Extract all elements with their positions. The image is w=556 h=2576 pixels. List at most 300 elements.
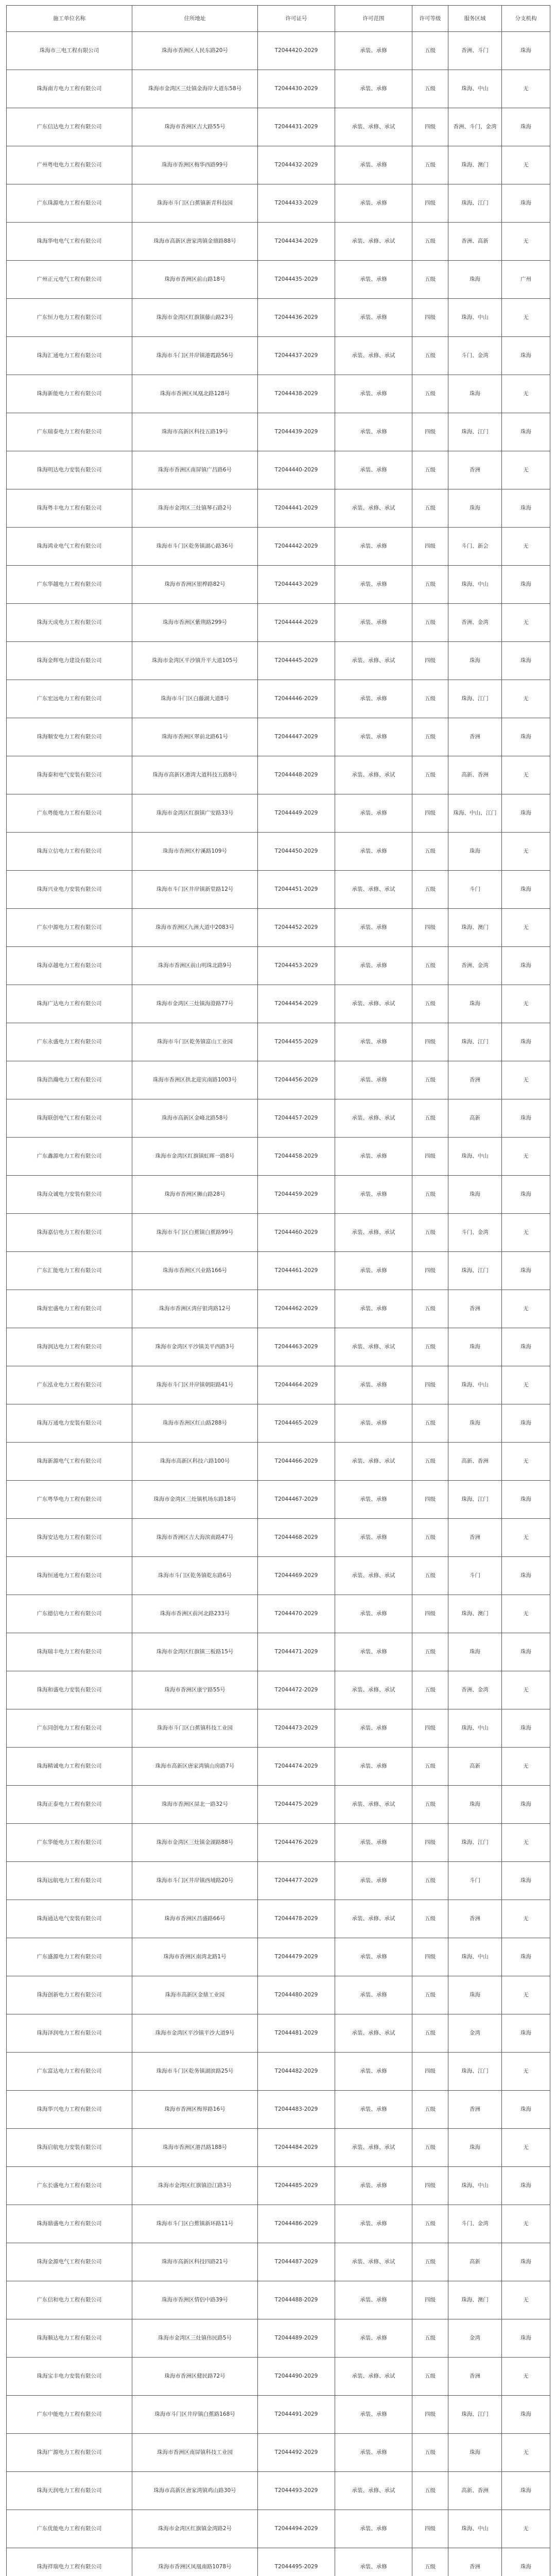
table-row (7, 642, 550, 680)
cell-level: 四级 (412, 1938, 448, 1976)
cell-scope: 承装、承修 (335, 1976, 412, 2014)
cell-license-no: T2044441-2029 (258, 489, 335, 528)
table-row (7, 2472, 550, 2510)
cell-service-area: 香洲 (448, 2358, 502, 2396)
cell-address: 珠海市斗门区井岸镇港霞路56号 (132, 337, 258, 375)
cell-address: 珠海市高新区金鼎工业园 (132, 1976, 258, 2014)
cell-scope: 承装、承修 (335, 146, 412, 184)
cell-license-no: T2044472-2029 (258, 1671, 335, 1709)
cell-branch: 珠海 (502, 413, 550, 451)
cell-scope: 承装、承修、承试 (335, 1328, 412, 1366)
cell-company: 广东粤华电力工程有限公司 (7, 1481, 132, 1519)
cell-address: 珠海市香洲区兴业路166号 (132, 1252, 258, 1290)
cell-scope: 承装、承修 (335, 1404, 412, 1443)
cell-scope: 承装、承修、承试 (335, 223, 412, 261)
cell-company: 广东中能电力工程有限公司 (7, 2396, 132, 2434)
cell-service-area: 珠海 (448, 1328, 502, 1366)
cell-address: 珠海市金湾区三灶镇琴石路2号 (132, 489, 258, 528)
cell-service-area: 香洲 (448, 718, 502, 756)
cell-company: 广东珠源电力工程有限公司 (7, 184, 132, 223)
cell-company: 珠海华兴电力工程有限公司 (7, 2091, 132, 2129)
cell-branch: 无 (502, 1366, 550, 1404)
cell-service-area: 珠海 (448, 261, 502, 299)
cell-service-area: 斗门、金湾 (448, 1214, 502, 1252)
cell-service-area: 珠海、江门 (448, 1824, 502, 1862)
cell-company: 珠海兴业电力安装有限公司 (7, 871, 132, 909)
cell-scope: 承装、承修 (335, 794, 412, 833)
cell-address: 珠海市香洲区健民路72号 (132, 2358, 258, 2396)
cell-company: 广东华能电力工程有限公司 (7, 1824, 132, 1862)
cell-address: 珠海市金湾区红旗镇三板路15号 (132, 1633, 258, 1671)
cell-level: 五级 (412, 2205, 448, 2243)
cell-service-area: 金湾 (448, 2319, 502, 2358)
cell-license-no: T2044459-2029 (258, 1176, 335, 1214)
table-row (7, 1328, 550, 1366)
cell-scope: 承装、承修 (335, 1138, 412, 1176)
table-row (7, 32, 550, 70)
cell-address: 珠海市高新区港湾大道科技五路8号 (132, 756, 258, 794)
cell-license-no: T2044448-2029 (258, 756, 335, 794)
cell-branch: 珠海 (502, 2319, 550, 2358)
cell-service-area: 珠海、中山 (448, 2167, 502, 2205)
cell-license-no: T2044488-2029 (258, 2281, 335, 2319)
cell-level: 五级 (412, 2243, 448, 2281)
cell-scope: 承装、承修、承试 (335, 2243, 412, 2281)
cell-address: 珠海市金湾区红旗镇金湾路2号 (132, 2510, 258, 2548)
cell-branch: 无 (502, 1214, 550, 1252)
table-row (7, 1786, 550, 1824)
cell-company: 珠海正泰电力工程有限公司 (7, 1786, 132, 1824)
cell-branch: 珠海 (502, 2014, 550, 2053)
cell-company: 珠海浩瀚电力工程有限公司 (7, 1061, 132, 1099)
cell-level: 五级 (412, 1633, 448, 1671)
table-row (7, 1595, 550, 1633)
cell-branch: 珠海 (502, 32, 550, 70)
cell-level: 五级 (412, 833, 448, 871)
cell-address: 珠海市斗门区乾务镇湖心路36号 (132, 528, 258, 566)
table-row (7, 1519, 550, 1557)
cell-company: 珠海市三电工程有限公司 (7, 32, 132, 70)
cell-branch: 无 (502, 2358, 550, 2396)
cell-address: 珠海市香洲区昌盛路66号 (132, 1900, 258, 1938)
cell-company: 珠海万通电力安装有限公司 (7, 1404, 132, 1443)
cell-branch: 无 (502, 1061, 550, 1099)
cell-level: 四级 (412, 909, 448, 947)
cell-scope: 承装、承修 (335, 2510, 412, 2548)
cell-scope: 承装、承修 (335, 2434, 412, 2472)
cell-address: 珠海市斗门区白蕉镇新青科技园 (132, 184, 258, 223)
cell-branch: 无 (502, 1976, 550, 2014)
cell-level: 五级 (412, 1176, 448, 1214)
cell-company: 广东瑞泰电力工程有限公司 (7, 413, 132, 451)
table-row (7, 985, 550, 1023)
cell-scope: 承装、承修 (335, 375, 412, 413)
cell-company: 珠海金辉电力建设有限公司 (7, 642, 132, 680)
cell-company: 珠海明达电力安装有限公司 (7, 451, 132, 489)
cell-license-no: T2044480-2029 (258, 1976, 335, 2014)
cell-level: 五级 (412, 1862, 448, 1900)
cell-level: 五级 (412, 1671, 448, 1709)
cell-license-no: T2044486-2029 (258, 2205, 335, 2243)
cell-level: 五级 (412, 375, 448, 413)
table-row (7, 566, 550, 604)
cell-company: 珠海天润电力工程有限公司 (7, 2472, 132, 2510)
cell-service-area: 斗门 (448, 1557, 502, 1595)
cell-service-area: 斗门、新会 (448, 528, 502, 566)
cell-branch: 无 (502, 1900, 550, 1938)
cell-address: 珠海市金湾区红旗镇广安路33号 (132, 794, 258, 833)
cell-address: 珠海市香洲区屏北一路32号 (132, 1786, 258, 1824)
cell-branch: 珠海 (502, 1328, 550, 1366)
cell-branch: 珠海 (502, 1633, 550, 1671)
table-row (7, 2281, 550, 2319)
cell-license-no: T2044460-2029 (258, 1214, 335, 1252)
cell-branch: 无 (502, 1290, 550, 1328)
table-body (7, 32, 550, 2576)
cell-license-no: T2044452-2029 (258, 909, 335, 947)
cell-scope: 承装、承修 (335, 566, 412, 604)
table-row (7, 1481, 550, 1519)
cell-level: 五级 (412, 1099, 448, 1138)
cell-license-no: T2044443-2029 (258, 566, 335, 604)
cell-branch: 无 (502, 756, 550, 794)
cell-service-area: 香洲 (448, 2548, 502, 2576)
cell-license-no: T2044454-2029 (258, 985, 335, 1023)
cell-license-no: T2044461-2029 (258, 1252, 335, 1290)
cell-service-area: 香洲 (448, 2091, 502, 2129)
cell-branch: 珠海 (502, 1176, 550, 1214)
cell-branch: 无 (502, 1519, 550, 1557)
table-row (7, 146, 550, 184)
table-row (7, 528, 550, 566)
cell-service-area: 香洲 (448, 1900, 502, 1938)
cell-branch: 珠海 (502, 184, 550, 223)
table-row (7, 1214, 550, 1252)
table-row (7, 184, 550, 223)
cell-scope: 承装、承修 (335, 1633, 412, 1671)
cell-level: 五级 (412, 261, 448, 299)
cell-branch: 珠海 (502, 2548, 550, 2576)
cell-address: 珠海市金湾区平沙镇升平大道105号 (132, 642, 258, 680)
cell-branch: 无 (502, 2510, 550, 2548)
table-row (7, 1633, 550, 1671)
cell-license-no: T2044464-2029 (258, 1366, 335, 1404)
cell-service-area: 珠海、中山 (448, 1138, 502, 1176)
cell-service-area: 香洲、斗门 (448, 32, 502, 70)
cell-scope: 承装、承修 (335, 1176, 412, 1214)
table-row (7, 1366, 550, 1404)
cell-service-area: 珠海、中山 (448, 1366, 502, 1404)
cell-scope: 承装、承修 (335, 2396, 412, 2434)
cell-branch: 珠海 (502, 1862, 550, 1900)
table-row (7, 1862, 550, 1900)
cell-scope: 承装、承修、承试 (335, 1786, 412, 1824)
cell-service-area: 珠海 (448, 375, 502, 413)
cell-branch: 珠海 (502, 1099, 550, 1138)
cell-scope: 承装、承修 (335, 413, 412, 451)
header-branch: 分支机构 (502, 6, 550, 32)
table-row (7, 337, 550, 375)
table-row (7, 1443, 550, 1481)
cell-address: 珠海市金湾区三灶镇金湖路88号 (132, 1824, 258, 1862)
cell-branch: 珠海 (502, 871, 550, 909)
cell-scope: 承装、承修 (335, 909, 412, 947)
cell-level: 五级 (412, 2434, 448, 2472)
cell-license-no: T2044494-2029 (258, 2510, 335, 2548)
cell-scope: 承装、承修 (335, 2091, 412, 2129)
cell-scope: 承装、承修 (335, 299, 412, 337)
cell-level: 五级 (412, 680, 448, 718)
cell-level: 五级 (412, 2548, 448, 2576)
cell-level: 四级 (412, 528, 448, 566)
cell-address: 珠海市金湾区三灶镇机场东路18号 (132, 1481, 258, 1519)
cell-license-no: T2044468-2029 (258, 1519, 335, 1557)
cell-company: 广东信达电力工程有限公司 (7, 108, 132, 146)
cell-company: 珠海鸿业电气工程有限公司 (7, 528, 132, 566)
cell-license-no: T2044430-2029 (258, 70, 335, 108)
cell-scope: 承装、承修、承试 (335, 1671, 412, 1709)
cell-branch: 珠海 (502, 108, 550, 146)
cell-company: 珠海众诚电力安装有限公司 (7, 1176, 132, 1214)
cell-level: 五级 (412, 1519, 448, 1557)
cell-service-area: 金湾 (448, 2014, 502, 2053)
cell-company: 珠海泰和电气安装有限公司 (7, 756, 132, 794)
cell-branch: 无 (502, 70, 550, 108)
cell-address: 珠海市香洲区前山明珠北路9号 (132, 947, 258, 985)
cell-branch: 无 (502, 451, 550, 489)
cell-address: 珠海市斗门区白蕉镇新环路11号 (132, 2205, 258, 2243)
cell-address: 珠海市香洲区凤凰南路1078号 (132, 2548, 258, 2576)
table-row (7, 2434, 550, 2472)
table-row (7, 2510, 550, 2548)
cell-company: 珠海天成电力工程有限公司 (7, 604, 132, 642)
cell-level: 四级 (412, 642, 448, 680)
cell-license-no: T2044453-2029 (258, 947, 335, 985)
cell-branch: 无 (502, 604, 550, 642)
cell-service-area: 珠海 (448, 1176, 502, 1214)
cell-address: 珠海市香洲区红山路288号 (132, 1404, 258, 1443)
cell-level: 五级 (412, 2129, 448, 2167)
cell-license-no: T2044438-2029 (258, 375, 335, 413)
cell-level: 四级 (412, 1481, 448, 1519)
cell-service-area: 珠海、江门 (448, 2396, 502, 2434)
cell-scope: 承装、承修 (335, 2548, 412, 2576)
cell-company: 广东德信电力工程有限公司 (7, 1595, 132, 1633)
cell-address: 珠海市香洲区吉大海滨南路47号 (132, 1519, 258, 1557)
cell-service-area: 珠海、中山、江门 (448, 794, 502, 833)
cell-company: 广东富达电力工程有限公司 (7, 2053, 132, 2091)
cell-scope: 承装、承修、承试 (335, 1443, 412, 1481)
cell-license-no: T2044436-2029 (258, 299, 335, 337)
table-row (7, 2243, 550, 2281)
cell-service-area: 珠海 (448, 642, 502, 680)
cell-branch: 珠海 (502, 1404, 550, 1443)
cell-service-area: 高新 (448, 1748, 502, 1786)
table-row (7, 375, 550, 413)
cell-level: 五级 (412, 1328, 448, 1366)
cell-service-area: 香洲、金湾 (448, 947, 502, 985)
cell-company: 广东汇能电力工程有限公司 (7, 1252, 132, 1290)
cell-branch: 珠海 (502, 1557, 550, 1595)
cell-service-area: 珠海、江门 (448, 184, 502, 223)
header-license-no: 许可证号 (258, 6, 335, 32)
cell-license-no: T2044481-2029 (258, 2014, 335, 2053)
cell-service-area: 珠海 (448, 833, 502, 871)
cell-address: 珠海市香洲区翠前北路61号 (132, 718, 258, 756)
table-row (7, 413, 550, 451)
cell-scope: 承装、承修、承试 (335, 985, 412, 1023)
cell-service-area: 高新 (448, 1099, 502, 1138)
cell-scope: 承装、承修、承试 (335, 2472, 412, 2510)
cell-address: 珠海市香洲区紫荆路299号 (132, 604, 258, 642)
cell-address: 珠海市香洲区康宁路55号 (132, 1671, 258, 1709)
cell-license-no: T2044465-2029 (258, 1404, 335, 1443)
cell-address: 珠海市香洲区凤凰北路128号 (132, 375, 258, 413)
cell-company: 珠海鼎盛电力工程有限公司 (7, 2205, 132, 2243)
cell-company: 广东恒力电力工程有限公司 (7, 299, 132, 337)
cell-scope: 承装、承修 (335, 680, 412, 718)
cell-service-area: 珠海、澳门 (448, 146, 502, 184)
cell-level: 五级 (412, 2091, 448, 2129)
cell-level: 五级 (412, 1404, 448, 1443)
cell-service-area: 珠海、澳门 (448, 909, 502, 947)
cell-branch: 珠海 (502, 2472, 550, 2510)
cell-branch: 无 (502, 1138, 550, 1176)
cell-scope: 承装、承修 (335, 1519, 412, 1557)
cell-license-no: T2044482-2029 (258, 2053, 335, 2091)
cell-address: 珠海市香洲区拱北迎宾南路1003号 (132, 1061, 258, 1099)
cell-license-no: T2044433-2029 (258, 184, 335, 223)
cell-service-area: 珠海 (448, 2434, 502, 2472)
cell-address: 珠海市香洲区梅华西路99号 (132, 146, 258, 184)
cell-address: 珠海市金湾区红旗镇虹晖一路8号 (132, 1138, 258, 1176)
cell-branch: 无 (502, 146, 550, 184)
table-row (7, 2396, 550, 2434)
cell-level: 四级 (412, 2167, 448, 2205)
cell-scope: 承装、承修、承试 (335, 1214, 412, 1252)
cell-branch: 无 (502, 2053, 550, 2091)
cell-company: 珠海瑞丰电力工程有限公司 (7, 1633, 132, 1671)
cell-level: 四级 (412, 1023, 448, 1061)
cell-license-no: T2044479-2029 (258, 1938, 335, 1976)
cell-company: 珠海广达电力工程有限公司 (7, 985, 132, 1023)
cell-branch: 无 (502, 375, 550, 413)
cell-address: 珠海市斗门区井岸镇白蕉路168号 (132, 2396, 258, 2434)
table-row (7, 1290, 550, 1328)
table-row (7, 1138, 550, 1176)
cell-scope: 承装、承修、承试 (335, 1900, 412, 1938)
cell-service-area: 斗门、金湾 (448, 337, 502, 375)
cell-company: 广东优能电力工程有限公司 (7, 2510, 132, 2548)
table-row (7, 489, 550, 528)
cell-address: 珠海市高新区唐家湾镇山房路7号 (132, 1748, 258, 1786)
cell-service-area: 珠海 (448, 1786, 502, 1824)
cell-level: 四级 (412, 1252, 448, 1290)
table-row (7, 794, 550, 833)
cell-level: 五级 (412, 947, 448, 985)
cell-level: 四级 (412, 1138, 448, 1176)
cell-scope: 承装、承修 (335, 1595, 412, 1633)
cell-level: 五级 (412, 2472, 448, 2510)
cell-service-area: 香洲、金湾 (448, 1671, 502, 1709)
cell-branch: 无 (502, 2434, 550, 2472)
table-row (7, 108, 550, 146)
table-row (7, 2319, 550, 2358)
cell-level: 五级 (412, 985, 448, 1023)
cell-service-area: 珠海、江门 (448, 680, 502, 718)
cell-license-no: T2044471-2029 (258, 1633, 335, 1671)
cell-service-area: 珠海、江门 (448, 413, 502, 451)
cell-license-no: T2044420-2029 (258, 32, 335, 70)
cell-company: 珠海南方电力工程有限公司 (7, 70, 132, 108)
table-row (7, 2129, 550, 2167)
cell-address: 珠海市斗门区井岸镇朝阳路41号 (132, 1366, 258, 1404)
cell-company: 珠海远航电力工程有限公司 (7, 1862, 132, 1900)
table-row (7, 2167, 550, 2205)
cell-company: 珠海祥瑞电力工程有限公司 (7, 2548, 132, 2576)
cell-branch: 珠海 (502, 1023, 550, 1061)
cell-scope: 承装、承修、承试 (335, 756, 412, 794)
cell-service-area: 香洲 (448, 1061, 502, 1099)
cell-company: 珠海顺安电力工程有限公司 (7, 718, 132, 756)
cell-service-area: 香洲 (448, 451, 502, 489)
cell-service-area: 斗门 (448, 1862, 502, 1900)
cell-license-no: T2044489-2029 (258, 2319, 335, 2358)
table-row (7, 2053, 550, 2091)
header-service-area: 服务区域 (448, 6, 502, 32)
cell-branch: 珠海 (502, 1252, 550, 1290)
cell-level: 五级 (412, 2319, 448, 2358)
cell-level: 四级 (412, 2510, 448, 2548)
cell-service-area: 珠海、中山 (448, 566, 502, 604)
cell-license-no: T2044431-2029 (258, 108, 335, 146)
cell-address: 珠海市高新区金峰北路58号 (132, 1099, 258, 1138)
cell-company: 珠海嘉信电力工程有限公司 (7, 1214, 132, 1252)
cell-address: 珠海市金湾区平沙镇美平西路3号 (132, 1328, 258, 1366)
cell-level: 五级 (412, 718, 448, 756)
cell-scope: 承装、承修、承试 (335, 1099, 412, 1138)
cell-service-area: 珠海 (448, 1633, 502, 1671)
cell-scope: 承装、承修 (335, 2167, 412, 2205)
cell-service-area: 香洲、斗门、金湾 (448, 108, 502, 146)
cell-level: 四级 (412, 2281, 448, 2319)
cell-branch: 珠海 (502, 566, 550, 604)
cell-service-area: 高新、香洲 (448, 1443, 502, 1481)
cell-level: 五级 (412, 2358, 448, 2396)
cell-level: 四级 (412, 299, 448, 337)
table-row (7, 1976, 550, 2014)
cell-level: 五级 (412, 1976, 448, 2014)
cell-service-area: 珠海、澳门 (448, 1595, 502, 1633)
cell-license-no: T2044485-2029 (258, 2167, 335, 2205)
cell-service-area: 珠海 (448, 1976, 502, 2014)
cell-license-no: T2044483-2029 (258, 2091, 335, 2129)
cell-company: 珠海新源电气工程有限公司 (7, 1443, 132, 1481)
cell-level: 五级 (412, 489, 448, 528)
cell-branch: 无 (502, 2281, 550, 2319)
table-row (7, 1099, 550, 1138)
cell-company: 广州正元电气工程有限公司 (7, 261, 132, 299)
table-row (7, 1824, 550, 1862)
cell-scope: 承装、承修 (335, 70, 412, 108)
cell-address: 珠海市斗门区乾务镇乾东路6号 (132, 1557, 258, 1595)
cell-branch: 无 (502, 909, 550, 947)
cell-company: 广东粤能电力工程有限公司 (7, 794, 132, 833)
cell-company: 广东鑫源电力工程有限公司 (7, 1138, 132, 1176)
cell-address: 珠海市香洲区南屏镇广昌路6号 (132, 451, 258, 489)
cell-scope: 承装、承修、承试 (335, 2129, 412, 2167)
cell-scope: 承装、承修 (335, 1824, 412, 1862)
